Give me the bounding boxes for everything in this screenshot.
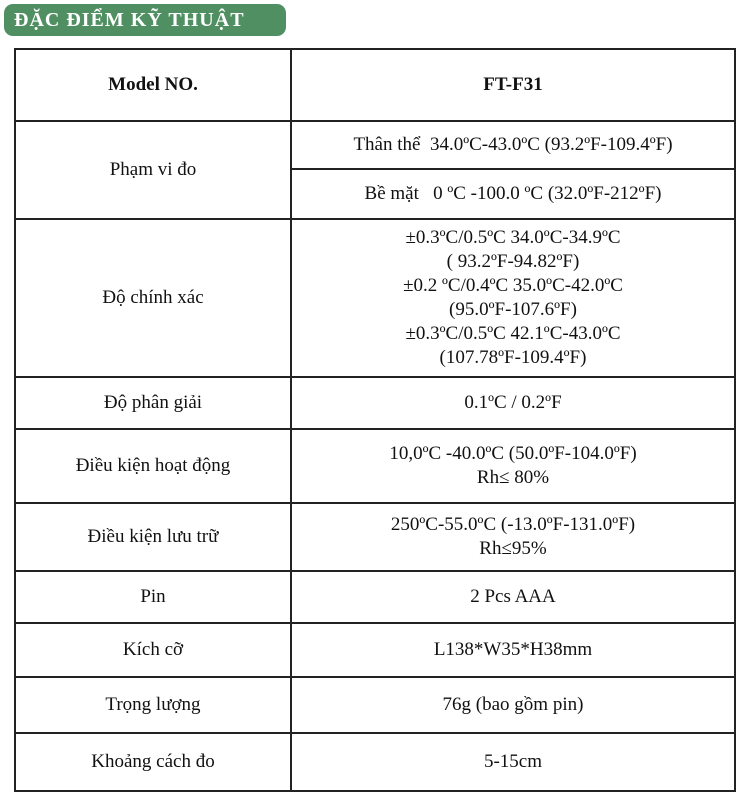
table-row-operating (15, 429, 735, 503)
operating-value (291, 429, 735, 503)
accuracy-value (291, 219, 735, 377)
range-body-value: Thân thể 34.0ºC-43.0ºC (93.2ºF-109.4ºF) (291, 121, 735, 169)
section-title: ĐẶC ĐIỂM KỸ THUẬT (14, 8, 245, 31)
accuracy-line-1: ±0.3ºC/0.5ºC 34.0ºC-34.9ºC (405, 227, 621, 248)
storage-line-1: 250ºC-55.0ºC (-13.0ºF-131.0ºF) (390, 514, 636, 535)
storage-line-2: Rh≤95% (479, 538, 547, 559)
storage-value (291, 503, 735, 571)
operating-line-2: Rh≤ 80% (476, 467, 550, 488)
spec-table (14, 48, 736, 792)
weight-label: Trọng lượng (15, 677, 291, 733)
model-value: FT-F31 (291, 49, 735, 121)
table-row-resolution (15, 377, 735, 429)
resolution-label: Độ phân giải (15, 377, 291, 429)
table-row-accuracy (15, 219, 735, 377)
table-row-range-body (15, 121, 735, 169)
table-row-storage (15, 503, 735, 571)
table-row-weight (15, 677, 735, 733)
table-row-battery (15, 571, 735, 623)
accuracy-line-3: ±0.2 ºC/0.4ºC 35.0ºC-42.0ºC (403, 275, 623, 296)
accuracy-line-6: (107.78ºF-109.4ºF) (439, 347, 587, 368)
storage-label: Điều kiện lưu trữ (15, 503, 291, 571)
weight-value: 76g (bao gồm pin) (291, 677, 735, 733)
size-value: L138*W35*H38mm (291, 623, 735, 677)
resolution-value: 0.1ºC / 0.2ºF (291, 377, 735, 429)
range-surface-value: Bề mặt 0 ºC -100.0 ºC (32.0ºF-212ºF) (291, 169, 735, 219)
battery-label: Pin (15, 571, 291, 623)
accuracy-label: Độ chính xác (15, 219, 291, 377)
range-label: Phạm vi đo (15, 121, 291, 219)
table-row-model (15, 49, 735, 121)
model-label: Model NO. (15, 49, 291, 121)
accuracy-line-5: ±0.3ºC/0.5ºC 42.1ºC-43.0ºC (405, 323, 621, 344)
size-label: Kích cỡ (15, 623, 291, 677)
accuracy-line-2: ( 93.2ºF-94.82ºF) (446, 251, 580, 272)
accuracy-line-4: (95.0ºF-107.6ºF) (449, 299, 577, 320)
section-title-badge (4, 4, 286, 36)
distance-value: 5-15cm (291, 733, 735, 791)
operating-label: Điều kiện hoạt động (15, 429, 291, 503)
distance-label: Khoảng cách đo (15, 733, 291, 791)
table-row-distance (15, 733, 735, 791)
table-row-size (15, 623, 735, 677)
battery-value: 2 Pcs AAA (291, 571, 735, 623)
operating-line-1: 10,0ºC -40.0ºC (50.0ºF-104.0ºF) (389, 443, 637, 464)
